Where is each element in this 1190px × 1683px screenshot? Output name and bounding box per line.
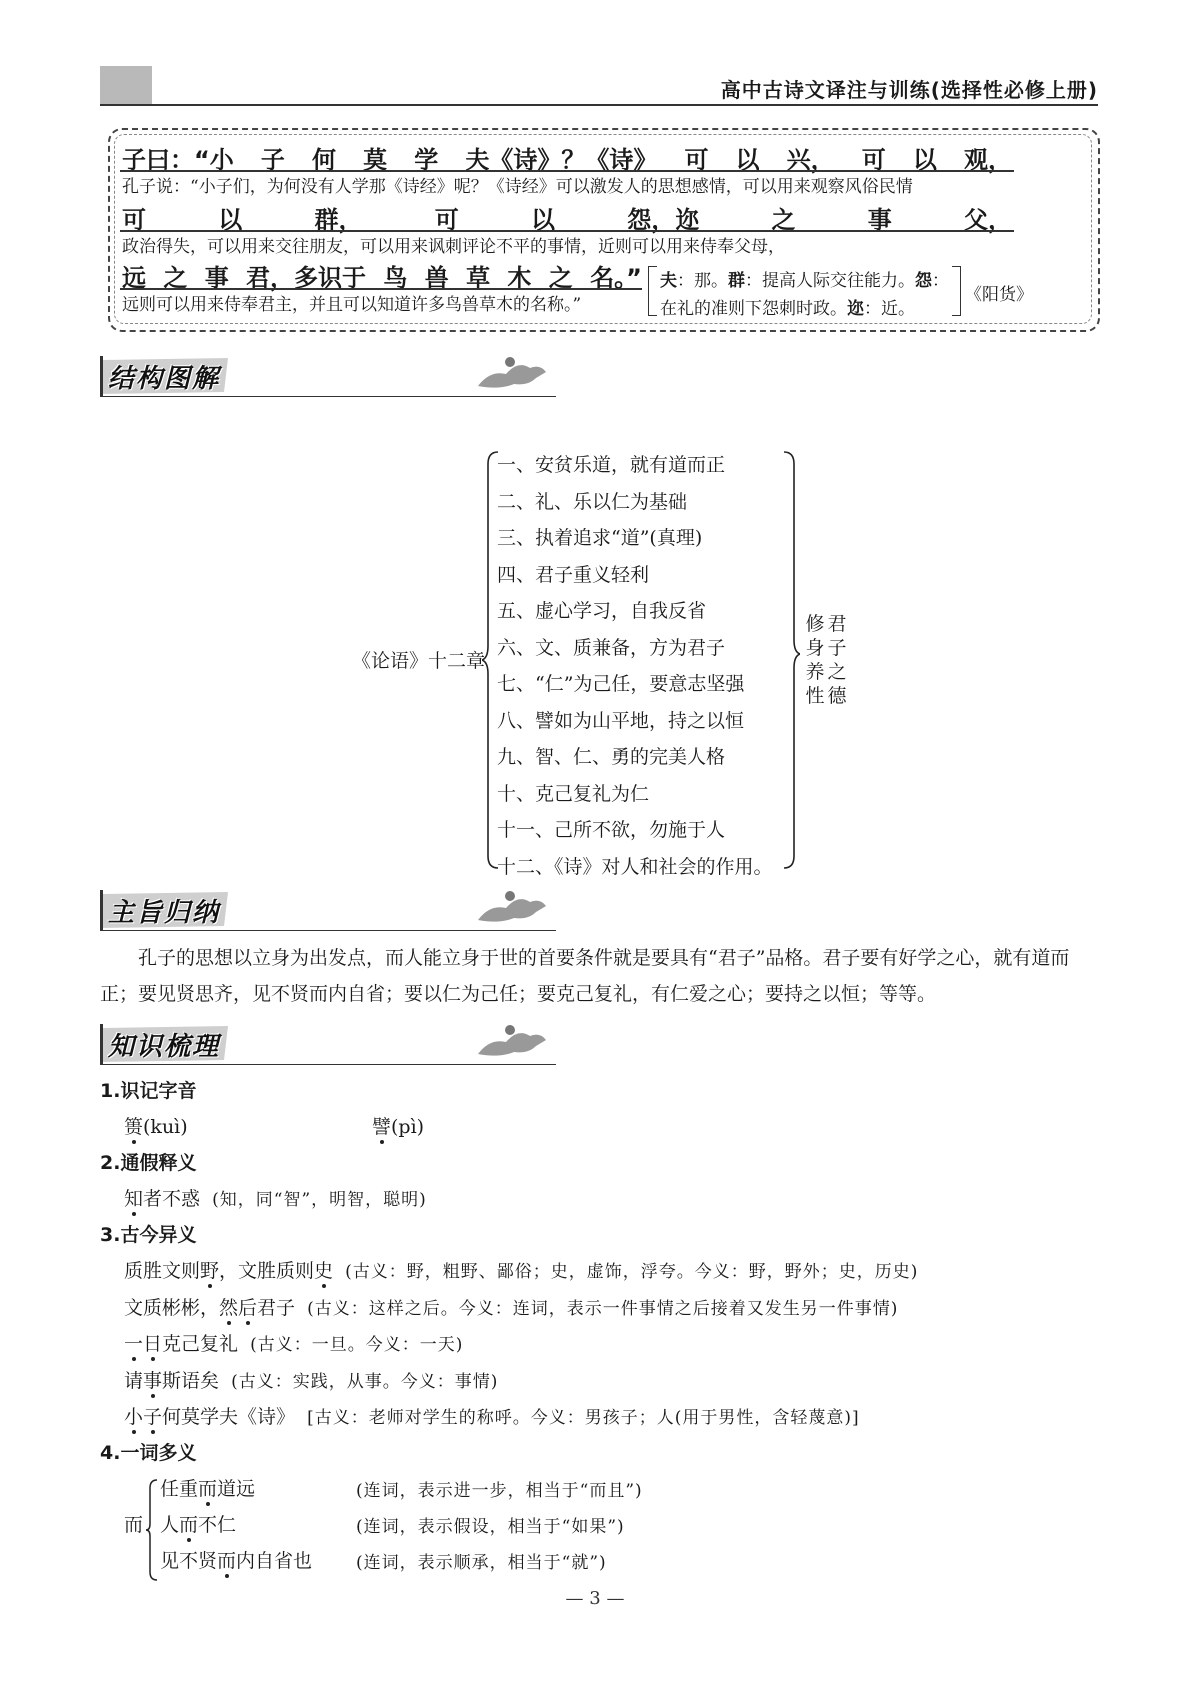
summary-char: 子: [827, 637, 847, 659]
diagram-item: 十、克己复礼为仁: [497, 782, 650, 805]
dotted-char: 后: [238, 1296, 258, 1319]
original-char: 事: [204, 264, 229, 292]
subheading-gujin: 3.古今异义: [100, 1224, 197, 1246]
summary-char: 君: [827, 613, 847, 635]
original-char: 之: [771, 206, 796, 234]
original-char: 名。”: [590, 264, 642, 292]
horse-rider-icon: [470, 1018, 550, 1062]
original-char: 鸟: [383, 264, 408, 292]
summary-char: 之: [827, 661, 847, 683]
dotted-char: 日: [143, 1333, 163, 1355]
gloss-text: (古义：这样之后。今义：连词，表示一件事情之后接着又发生另一件事情): [307, 1298, 899, 1319]
note-bracket-right: [952, 266, 961, 316]
pron-item-2: 譬(pì): [372, 1116, 425, 1138]
dotted-char: 野: [200, 1260, 220, 1282]
original-char: 子曰：“小: [122, 146, 234, 174]
section-title: 知识梳理: [108, 1032, 221, 1062]
original-char: 何: [312, 146, 336, 174]
header-rule: [100, 104, 1098, 106]
original-char: 可: [684, 146, 709, 174]
phrase-text: 内自省也: [236, 1550, 313, 1572]
original-char: 兽: [424, 264, 449, 292]
original-char: 之: [163, 264, 188, 292]
diagram-item: 四、君子重义轻利: [497, 563, 650, 586]
original-char: 学: [414, 146, 439, 174]
duoyi-item: [160, 1510, 236, 1537]
subheading-pronunciation: 1.识记字音: [100, 1080, 197, 1102]
duoyi-item: [160, 1474, 255, 1501]
gloss-text: [古义：老师对学生的称呼。今义：男孩子；人(用于男性，含轻蔑意)]: [307, 1408, 860, 1428]
dotted-char: 一: [124, 1333, 144, 1355]
diagram-item: 三、执着追求“道”(真理): [497, 527, 703, 549]
annotation-line-1: 夫：那。群：提高人际交往能力。怨：: [660, 271, 949, 291]
phrase-text: 君子: [257, 1296, 296, 1319]
phrase-text: 文质彬彬，: [124, 1296, 220, 1319]
phrase-text: 质胜文则: [124, 1260, 201, 1282]
summary-column-2: [826, 612, 848, 708]
book-title: 高中古诗文译注与训练(选择性必修上册): [720, 78, 1098, 102]
dotted-char: 事: [143, 1369, 163, 1392]
gujin-item: [124, 1293, 898, 1320]
diagram-item: 六、文、质兼备，方为君子: [497, 636, 726, 659]
original-char: 之: [548, 264, 573, 292]
summary-column-1: [804, 612, 826, 708]
original-char: 夫《诗》？《诗》: [465, 146, 658, 174]
dotted-char: 而: [217, 1550, 237, 1572]
gloss-text: (连词，表示进一步，相当于“而且”): [356, 1481, 643, 1501]
page-number: — 3 —: [565, 1588, 625, 1609]
duoyi-head-char: 而: [124, 1514, 144, 1536]
duoyi-brace-icon: [146, 1478, 158, 1582]
phrase-text: 人: [160, 1514, 180, 1536]
gujin-item: [124, 1256, 918, 1283]
subheading-tongjia: 2.通假释义: [100, 1152, 197, 1174]
dotted-char: 而: [179, 1514, 199, 1536]
original-char: 可: [861, 146, 886, 174]
phrase-text: 道远: [217, 1478, 256, 1500]
horse-rider-icon: [470, 884, 550, 928]
note-bracket-left: [648, 266, 657, 316]
phrase-text: 见不贤: [160, 1550, 218, 1572]
section-structure-header: [100, 356, 556, 400]
original-char: 以: [735, 146, 760, 174]
gloss-text: (连词，表示顺承，相当于“就”): [356, 1553, 607, 1573]
original-char: 君，多识于: [246, 264, 367, 292]
phrase-text: 斯语矣: [162, 1369, 220, 1392]
summary-char: 德: [827, 685, 847, 707]
original-char: 怨，迩: [627, 206, 700, 234]
original-char: 事: [867, 206, 892, 234]
gujin-item: [124, 1366, 498, 1393]
summary-char: 修: [805, 613, 825, 635]
diagram-item: 五、虚心学习，自我反省: [497, 600, 707, 622]
diagram-item: 九、智、仁、勇的完美人格: [497, 746, 726, 768]
diagram-item: 七、“仁”为己任，要意志坚强: [497, 673, 745, 695]
dotted-char: 小: [124, 1406, 144, 1428]
translation-line-1: 孔子说：“小子们，为何没有人学那《诗经》呢？《诗经》可以激发人的思想感情，可以用来观察风俗民情: [122, 177, 913, 197]
summary-char: 身: [805, 637, 825, 659]
phrase-text: 请: [124, 1369, 144, 1392]
phrase-text: 克己复礼: [162, 1333, 239, 1355]
phrase-text: 任重: [160, 1478, 199, 1500]
pron-item-1: 篑(kuì): [124, 1116, 188, 1138]
dotted-char: 然: [219, 1296, 239, 1319]
section-theme-header: [100, 890, 556, 934]
section-title: 结构图解: [108, 364, 221, 394]
original-char: 远: [122, 264, 146, 292]
dotted-char: 而: [198, 1478, 218, 1500]
horse-rider-icon: [470, 350, 550, 394]
gujin-item: [124, 1329, 463, 1356]
original-char: 以: [218, 206, 243, 234]
diagram-item: 八、譬如为山平地，持之以恒: [497, 709, 745, 732]
diagram-root-label: 《论语》十二章: [352, 650, 486, 672]
phrase-text: 不仁: [198, 1514, 237, 1536]
original-char: 兴，: [786, 146, 835, 174]
diagram-item: 十一、己所不欲，勿施于人: [497, 819, 726, 841]
section-knowledge-header: [100, 1024, 556, 1068]
diagram-item: 二、礼、乐以仁为基础: [497, 490, 688, 513]
source-label: 《阳货》: [965, 285, 1033, 305]
summary-char: 性: [805, 685, 825, 707]
gloss-text: (古义：野，粗野、鄙俗；史，虚饰，浮夸。今义：野，野外；史，历史): [345, 1262, 919, 1282]
tongjia-item: 知者不惑 (知，同“智”，明智，聪明): [124, 1188, 427, 1210]
diagram-item: 十二、《诗》对人和社会的作用。: [497, 855, 773, 878]
section-title: 主旨归纳: [108, 898, 221, 928]
diagram-item: 一、安贫乐道，就有道而正: [497, 454, 726, 476]
annotation-line-2: 在礼的准则下怨刺时政。迩：近。: [660, 299, 915, 319]
original-char: 可: [434, 206, 459, 234]
subheading-duoyi: 4.一词多义: [100, 1442, 197, 1464]
dotted-char: 子: [143, 1406, 163, 1428]
original-char: 草: [466, 264, 491, 292]
translation-line-3: 远则可以用来侍奉君主，并且可以知道许多鸟兽草木的名称。”: [122, 295, 582, 315]
phrase-text: ，文胜质则: [219, 1260, 315, 1282]
gloss-text: (古义：实践，从事。今义：事情): [231, 1371, 499, 1392]
right-brace-icon: [782, 450, 800, 870]
original-char: 观，: [963, 146, 1012, 174]
gloss-text: (古义：一旦。今义：一天): [250, 1335, 464, 1355]
original-char: 木: [507, 264, 532, 292]
original-char: 子: [260, 146, 285, 174]
gloss-text: (连词，表示假设，相当于“如果”): [356, 1517, 625, 1537]
translation-line-2: 政治得失，可以用来交往朋友，可以用来讽刺评论不平的事情，近则可以用来侍奉父母，: [122, 237, 785, 257]
original-char: 以: [912, 146, 937, 174]
dotted-char: 史: [314, 1260, 334, 1282]
summary-char: 养: [805, 661, 825, 683]
gujin-item: [124, 1402, 860, 1429]
original-char: 可: [122, 206, 146, 234]
original-char: 群，: [314, 206, 363, 234]
original-char: 莫: [363, 146, 388, 174]
original-char: 以: [531, 206, 555, 234]
original-char: 父，: [964, 206, 1012, 234]
duoyi-item: [160, 1546, 312, 1573]
theme-paragraph: 孔子的思想以立身为出发点，而人能立身于世的首要条件就是要具有“君子”品格。君子要有好学之心，就有道而正；要见贤思齐，见不贤而内自省；要以仁为己任；要克己复礼，有仁爱之心；要持之以恒；等等。: [100, 947, 1070, 1005]
header-gray-block: [100, 66, 152, 104]
phrase-text: 何莫学夫《诗》: [162, 1406, 296, 1428]
